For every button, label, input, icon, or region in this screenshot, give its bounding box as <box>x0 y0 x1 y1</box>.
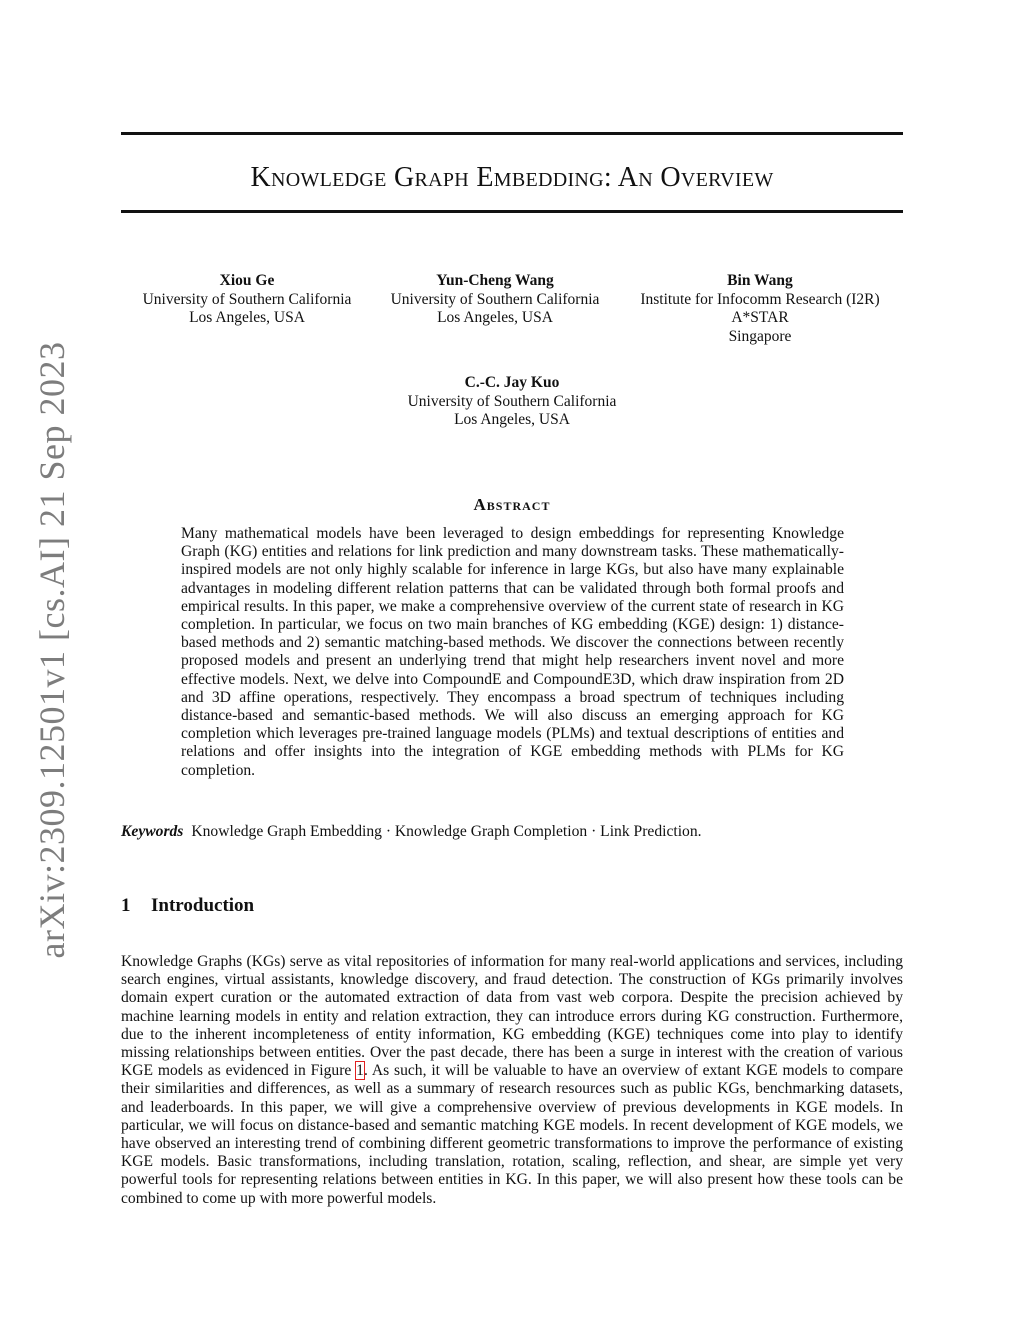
author-location: Los Angeles, USA <box>437 309 553 326</box>
author-block <box>375 272 615 328</box>
author-affiliation: University of Southern California <box>390 290 600 308</box>
author-block <box>620 272 900 346</box>
section-heading <box>121 895 254 917</box>
keywords <box>121 823 702 841</box>
author-name: Bin Wang <box>727 272 793 289</box>
author-affiliation: University of Southern California <box>142 290 352 308</box>
author-block <box>127 272 367 328</box>
abstract-text: Many mathematical models have been leveraged to design embeddings for representing Knowledge Graph (KG) entities and relations for link prediction and many downstream tasks. These mathematically-inspired models are not only highly scalable for inference in large KGs, but also have many explainable advantages in modeling different relation patterns that can be validated through both formal proofs and empirical results. In this paper, we make a comprehensive overview of the current state of research in KG completion. In particular, we focus on two main branches of KG embedding (KGE) design: 1) distance-based methods and 2) semantic matching-based methods. We discover the connections between recently proposed models and present an underlying trend that might help researchers invent novel and more effective models. Next, we delve into CompoundE and CompoundE3D, which draw inspiration from 2D and 3D affine operations, respectively. They encompass a broad spectrum of techniques including distance-based and semantic-based methods. We will also discuss an emerging approach for KG completion which leverages pre-trained language models (PLMs) and textual descriptions of entities and relations and offer insights into the integration of KGE embedding methods with PLMs for KG completion. <box>181 525 844 779</box>
author-block <box>382 374 642 430</box>
figure-reference-link[interactable]: 1 <box>356 1062 364 1080</box>
keywords-text: Knowledge Graph Embedding · Knowledge Graph Completion · Link Prediction. <box>191 823 702 840</box>
title-bottom-rule <box>121 210 903 213</box>
author-name: C.-C. Jay Kuo <box>464 374 560 391</box>
author-location: A*STAR <box>731 309 789 326</box>
intro-paragraph <box>121 953 903 1208</box>
author-name: Xiou Ge <box>219 272 275 289</box>
title-top-rule <box>121 132 903 135</box>
author-affiliation: University of Southern California <box>407 392 617 410</box>
abstract-heading: Abstract <box>473 495 551 514</box>
author-location: Los Angeles, USA <box>189 309 305 326</box>
author-name: Yun-Cheng Wang <box>436 272 554 289</box>
section-number: 1 <box>121 895 131 916</box>
author-affiliation: Institute for Infocomm Research (I2R) <box>640 290 880 308</box>
paper-title: Knowledge Graph Embedding: An Overview <box>250 162 774 193</box>
section-title: Introduction <box>151 895 255 916</box>
keywords-label: Keywords <box>121 823 184 840</box>
author-country: Singapore <box>728 327 792 345</box>
arxiv-identifier: arXiv:2309.12501v1 [cs.AI] 21 Sep 2023 <box>32 341 72 959</box>
intro-text-part2: . As such, it will be valuable to have an overview of extant KGE models to compare their similarities and differences, as well as a summary of research resources such as public KGs, benchmarking datasets, and leaderboards. In this paper, we will give a comprehensive overview of previous developments in KGE models. In particular, we will focus on distance-based and semantic matching KGE models. In recent development of KGE models, we have observed an interesting trend of combining different geometric transformations to improve the performance of existing KGE models. Basic transformations, including translation, rotation, scaling, reflection, and shear, are simple yet very powerful tools for representing relations between entities in KG. In this paper, we will also present how these tools can be combined to come up with more powerful models. <box>121 1062 903 1207</box>
author-location: Los Angeles, USA <box>454 411 570 428</box>
intro-text-part1: Knowledge Graphs (KGs) serve as vital repositories of information for many real-world applications and services, including search engines, virtual assistants, knowledge discovery, and fraud detection. The construction of KGs primarily involves domain expert curation or the automated extraction of data from vast web corpora. Despite the precision achieved by machine learning models in entity and relation extraction, they can introduce errors during KG construction. Furthermore, due to the inherent incompleteness of entity information, KG embedding (KGE) techniques come into play to identify missing relationships between entities. Over the past decade, there has been a surge in interest with the creation of various KGE models as evidenced in Figure <box>121 953 903 1080</box>
